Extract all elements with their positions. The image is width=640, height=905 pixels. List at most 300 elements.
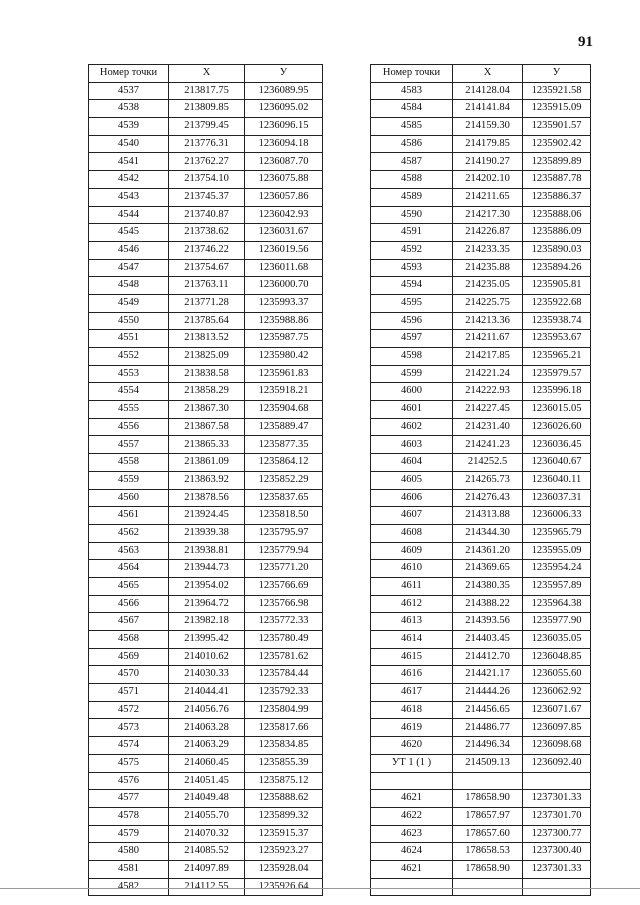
- cell-point-number: 4549: [89, 294, 169, 312]
- cell-y: 1235957.89: [523, 577, 591, 595]
- cell-x: 214313.88: [453, 507, 523, 525]
- cell-point-number: 4573: [89, 719, 169, 737]
- cell-y: 1235888.06: [523, 206, 591, 224]
- cell-y: 1237301.33: [523, 790, 591, 808]
- cell-point-number: 4552: [89, 348, 169, 366]
- cell-x: 213740.87: [169, 206, 245, 224]
- cell-y: 1235993.37: [245, 294, 323, 312]
- cell-point-number: 4580: [89, 843, 169, 861]
- page-bottom-rule: [0, 888, 640, 889]
- cell-point-number: 4600: [371, 383, 453, 401]
- table-row: [89, 878, 323, 896]
- cell-x: 214403.45: [453, 631, 523, 649]
- cell-x: 213785.64: [169, 312, 245, 330]
- cell-y: 1235964.38: [523, 595, 591, 613]
- table-row: [371, 135, 591, 153]
- table-row: [89, 471, 323, 489]
- cell-x: 214049.48: [169, 790, 245, 808]
- cell-x: 213762.27: [169, 153, 245, 171]
- cell-y: 1235961.83: [245, 365, 323, 383]
- table-row: [371, 613, 591, 631]
- table-row: [89, 330, 323, 348]
- cell-x: [453, 772, 523, 790]
- table-row: [89, 312, 323, 330]
- table-row: [89, 383, 323, 401]
- header-point-number: Номер точки: [371, 65, 453, 83]
- cell-y: 1235922.68: [523, 294, 591, 312]
- cell-point-number: 4577: [89, 790, 169, 808]
- cell-x: 178658.90: [453, 790, 523, 808]
- cell-point-number: 4590: [371, 206, 453, 224]
- cell-point-number: 4568: [89, 631, 169, 649]
- table-row: [89, 843, 323, 861]
- cell-point-number: 4608: [371, 524, 453, 542]
- table-row: [89, 418, 323, 436]
- cell-x: 214388.22: [453, 595, 523, 613]
- cell-y: 1235901.57: [523, 118, 591, 136]
- cell-point-number: 4540: [89, 135, 169, 153]
- cell-point-number: 4582: [89, 878, 169, 896]
- cell-point-number: 4617: [371, 684, 453, 702]
- cell-x: 178658.53: [453, 843, 523, 861]
- cell-y: 1235890.03: [523, 241, 591, 259]
- cell-point-number: 4566: [89, 595, 169, 613]
- cell-point-number: 4547: [89, 259, 169, 277]
- cell-x: 214217.30: [453, 206, 523, 224]
- cell-x: 214044.41: [169, 684, 245, 702]
- table-row: [371, 100, 591, 118]
- cell-y: 1235855.39: [245, 754, 323, 772]
- cell-y: 1237300.77: [523, 825, 591, 843]
- cell-point-number: 4618: [371, 701, 453, 719]
- table-row: [371, 471, 591, 489]
- table-row: [371, 772, 591, 790]
- cell-point-number: 4563: [89, 542, 169, 560]
- table-row: [89, 807, 323, 825]
- cell-x: 214456.65: [453, 701, 523, 719]
- cell-x: 214235.05: [453, 277, 523, 295]
- cell-y: 1236011.68: [245, 259, 323, 277]
- table-row: [371, 524, 591, 542]
- cell-x: 214486.77: [453, 719, 523, 737]
- cell-point-number: 4621: [371, 860, 453, 878]
- cell-point-number: 4541: [89, 153, 169, 171]
- table-row: [371, 277, 591, 295]
- table-row: [89, 648, 323, 666]
- cell-point-number: 4551: [89, 330, 169, 348]
- cell-y: 1236019.56: [245, 241, 323, 259]
- header-y: У: [523, 65, 591, 83]
- table-row: [371, 418, 591, 436]
- cell-y: 1235818.50: [245, 507, 323, 525]
- cell-y: 1236095.02: [245, 100, 323, 118]
- cell-y: 1236092.40: [523, 754, 591, 772]
- table-row: [89, 507, 323, 525]
- cell-point-number: 4595: [371, 294, 453, 312]
- table-row: [89, 259, 323, 277]
- cell-x: 214225.75: [453, 294, 523, 312]
- cell-x: [453, 878, 523, 896]
- table-row: [371, 401, 591, 419]
- cell-y: 1235779.94: [245, 542, 323, 560]
- cell-y: 1236057.86: [245, 188, 323, 206]
- cell-y: 1235817.66: [245, 719, 323, 737]
- cell-point-number: 4585: [371, 118, 453, 136]
- table-row: [371, 631, 591, 649]
- cell-point-number: 4596: [371, 312, 453, 330]
- cell-point-number: 4564: [89, 560, 169, 578]
- cell-y: 1235889.47: [245, 418, 323, 436]
- cell-x: 214070.32: [169, 825, 245, 843]
- table-row: [371, 312, 591, 330]
- cell-y: 1235887.78: [523, 171, 591, 189]
- cell-x: 214063.29: [169, 737, 245, 755]
- cell-point-number: 4597: [371, 330, 453, 348]
- cell-x: 214051.45: [169, 772, 245, 790]
- cell-point-number: 4591: [371, 224, 453, 242]
- table-row: [371, 454, 591, 472]
- cell-x: 214496.34: [453, 737, 523, 755]
- table-row: [371, 790, 591, 808]
- header-point-number: Номер точки: [89, 65, 169, 83]
- cell-y: 1236098.68: [523, 737, 591, 755]
- table-row: [371, 737, 591, 755]
- coordinates-table-right: [370, 64, 591, 896]
- cell-point-number: 4581: [89, 860, 169, 878]
- table-row: [89, 595, 323, 613]
- cell-x: 213867.58: [169, 418, 245, 436]
- cell-point-number: 4570: [89, 666, 169, 684]
- cell-y: 1235852.29: [245, 471, 323, 489]
- cell-point-number: 4583: [371, 82, 453, 100]
- cell-x: 214231.40: [453, 418, 523, 436]
- cell-y: 1235771.20: [245, 560, 323, 578]
- cell-point-number: 4598: [371, 348, 453, 366]
- cell-x: 214233.35: [453, 241, 523, 259]
- cell-y: 1235915.37: [245, 825, 323, 843]
- cell-x: 213878.56: [169, 489, 245, 507]
- cell-y: 1237301.70: [523, 807, 591, 825]
- cell-y: 1235905.81: [523, 277, 591, 295]
- cell-y: 1236026.60: [523, 418, 591, 436]
- table-row: [89, 737, 323, 755]
- cell-y: 1236055.60: [523, 666, 591, 684]
- table-row: [89, 860, 323, 878]
- table-row: [89, 631, 323, 649]
- cell-point-number: 4616: [371, 666, 453, 684]
- cell-x: 213939.38: [169, 524, 245, 542]
- cell-point-number: 4602: [371, 418, 453, 436]
- table-row: [371, 330, 591, 348]
- cell-point-number: 4621: [371, 790, 453, 808]
- cell-x: 213799.45: [169, 118, 245, 136]
- cell-point-number: 4565: [89, 577, 169, 595]
- table-row: [371, 701, 591, 719]
- table-row: [371, 542, 591, 560]
- cell-x: 213771.28: [169, 294, 245, 312]
- cell-y: 1235926.64: [245, 878, 323, 896]
- cell-point-number: 4539: [89, 118, 169, 136]
- cell-y: 1237300.40: [523, 843, 591, 861]
- table-row: [371, 719, 591, 737]
- table-row: [371, 595, 591, 613]
- table-row: [89, 100, 323, 118]
- table-row: [89, 524, 323, 542]
- cell-y: 1236089.95: [245, 82, 323, 100]
- cell-y: 1235915.09: [523, 100, 591, 118]
- cell-x: 214265.73: [453, 471, 523, 489]
- cell-x: 214213.36: [453, 312, 523, 330]
- cell-x: 214226.87: [453, 224, 523, 242]
- table-row: [371, 383, 591, 401]
- cell-y: 1235886.37: [523, 188, 591, 206]
- cell-point-number: 4594: [371, 277, 453, 295]
- cell-x: 214361.20: [453, 542, 523, 560]
- cell-y: 1235953.67: [523, 330, 591, 348]
- cell-point-number: 4612: [371, 595, 453, 613]
- cell-y: 1235837.65: [245, 489, 323, 507]
- cell-y: 1235888.62: [245, 790, 323, 808]
- table-row: [89, 171, 323, 189]
- table-row: [371, 118, 591, 136]
- cell-point-number: 4571: [89, 684, 169, 702]
- cell-x: 214159.30: [453, 118, 523, 136]
- table-row: [89, 153, 323, 171]
- cell-y: 1235980.42: [245, 348, 323, 366]
- cell-y: 1236071.67: [523, 701, 591, 719]
- cell-x: 213746.22: [169, 241, 245, 259]
- cell-x: 214202.10: [453, 171, 523, 189]
- cell-point-number: 4562: [89, 524, 169, 542]
- cell-y: [523, 878, 591, 896]
- cell-y: 1235928.04: [245, 860, 323, 878]
- cell-point-number: 4624: [371, 843, 453, 861]
- table-row: [371, 82, 591, 100]
- cell-y: 1235954.24: [523, 560, 591, 578]
- cell-y: 1235965.79: [523, 524, 591, 542]
- cell-y: 1235955.09: [523, 542, 591, 560]
- header-x: Х: [169, 65, 245, 83]
- cell-x: 214217.85: [453, 348, 523, 366]
- table-row: [371, 560, 591, 578]
- table-row: [89, 294, 323, 312]
- cell-y: 1235766.98: [245, 595, 323, 613]
- cell-x: 214276.43: [453, 489, 523, 507]
- cell-x: 214235.88: [453, 259, 523, 277]
- cell-x: 213944.73: [169, 560, 245, 578]
- cell-x: 213938.81: [169, 542, 245, 560]
- cell-point-number: 4609: [371, 542, 453, 560]
- cell-y: 1235904.68: [245, 401, 323, 419]
- table-row: [89, 560, 323, 578]
- table-row: [371, 436, 591, 454]
- cell-point-number: 4604: [371, 454, 453, 472]
- cell-point-number: 4586: [371, 135, 453, 153]
- cell-x: 214211.67: [453, 330, 523, 348]
- cell-y: 1236040.11: [523, 471, 591, 489]
- cell-point-number: [371, 772, 453, 790]
- cell-x: 214211.65: [453, 188, 523, 206]
- cell-point-number: 4579: [89, 825, 169, 843]
- cell-x: 214128.04: [453, 82, 523, 100]
- table-row: [89, 719, 323, 737]
- cell-x: 213776.31: [169, 135, 245, 153]
- cell-x: 214055.70: [169, 807, 245, 825]
- cell-y: 1236006.33: [523, 507, 591, 525]
- cell-x: 214509.13: [453, 754, 523, 772]
- cell-y: 1235834.85: [245, 737, 323, 755]
- cell-point-number: 4587: [371, 153, 453, 171]
- cell-y: 1235918.21: [245, 383, 323, 401]
- cell-point-number: 4603: [371, 436, 453, 454]
- cell-x: 214063.28: [169, 719, 245, 737]
- cell-x: 213738.62: [169, 224, 245, 242]
- cell-point-number: [371, 878, 453, 896]
- cell-point-number: 4599: [371, 365, 453, 383]
- cell-y: 1236015.05: [523, 401, 591, 419]
- table-row: [89, 135, 323, 153]
- table-row: [89, 82, 323, 100]
- cell-point-number: 4544: [89, 206, 169, 224]
- table-row: [371, 188, 591, 206]
- table-row: [89, 224, 323, 242]
- cell-point-number: 4561: [89, 507, 169, 525]
- table-row: [89, 542, 323, 560]
- table-row: [89, 436, 323, 454]
- cell-y: 1235923.27: [245, 843, 323, 861]
- cell-x: 213754.10: [169, 171, 245, 189]
- cell-point-number: 4558: [89, 454, 169, 472]
- table-row: [371, 153, 591, 171]
- cell-point-number: 4559: [89, 471, 169, 489]
- cell-x: 213858.29: [169, 383, 245, 401]
- cell-x: 213865.33: [169, 436, 245, 454]
- cell-x: 214097.89: [169, 860, 245, 878]
- cell-point-number: 4542: [89, 171, 169, 189]
- cell-point-number: 4546: [89, 241, 169, 259]
- table-row: [371, 241, 591, 259]
- cell-y: 1235784.44: [245, 666, 323, 684]
- cell-x: 214190.27: [453, 153, 523, 171]
- cell-x: 213838.58: [169, 365, 245, 383]
- coordinates-table-left: [88, 64, 323, 896]
- cell-y: 1235977.90: [523, 613, 591, 631]
- cell-y: 1236000.70: [245, 277, 323, 295]
- table-header-row: [371, 65, 591, 83]
- table-row: [89, 772, 323, 790]
- cell-point-number: 4569: [89, 648, 169, 666]
- table-row: [371, 206, 591, 224]
- cell-y: 1236036.45: [523, 436, 591, 454]
- table-row: [371, 666, 591, 684]
- cell-x: 213813.52: [169, 330, 245, 348]
- cell-x: 214010.62: [169, 648, 245, 666]
- table-row: [371, 348, 591, 366]
- table-row: [371, 577, 591, 595]
- cell-x: 214369.65: [453, 560, 523, 578]
- cell-y: 1235965.21: [523, 348, 591, 366]
- cell-x: 213861.09: [169, 454, 245, 472]
- cell-x: 214241.23: [453, 436, 523, 454]
- cell-y: 1236062.92: [523, 684, 591, 702]
- table-row: [89, 365, 323, 383]
- cell-point-number: 4578: [89, 807, 169, 825]
- table-row: [371, 807, 591, 825]
- cell-x: 213809.85: [169, 100, 245, 118]
- cell-point-number: 4614: [371, 631, 453, 649]
- cell-point-number: 4557: [89, 436, 169, 454]
- table-row: [371, 648, 591, 666]
- table-row: [371, 171, 591, 189]
- cell-y: 1236042.93: [245, 206, 323, 224]
- table-row: [89, 825, 323, 843]
- cell-y: 1236048.85: [523, 648, 591, 666]
- cell-point-number: 4537: [89, 82, 169, 100]
- table-row: [371, 878, 591, 896]
- cell-x: 213924.45: [169, 507, 245, 525]
- cell-point-number: 4611: [371, 577, 453, 595]
- cell-y: 1235979.57: [523, 365, 591, 383]
- cell-point-number: 4584: [371, 100, 453, 118]
- cell-point-number: 4605: [371, 471, 453, 489]
- cell-point-number: 4548: [89, 277, 169, 295]
- table-row: [371, 365, 591, 383]
- page-number: 91: [578, 34, 593, 50]
- cell-x: 213745.37: [169, 188, 245, 206]
- cell-x: 214221.24: [453, 365, 523, 383]
- cell-y: 1235988.86: [245, 312, 323, 330]
- cell-x: 213863.92: [169, 471, 245, 489]
- cell-x: 213867.30: [169, 401, 245, 419]
- cell-point-number: 4560: [89, 489, 169, 507]
- table-row: [89, 613, 323, 631]
- cell-point-number: 4556: [89, 418, 169, 436]
- table-row: [371, 259, 591, 277]
- cell-y: 1236075.88: [245, 171, 323, 189]
- cell-x: 214412.70: [453, 648, 523, 666]
- table-row: [371, 684, 591, 702]
- header-x: Х: [453, 65, 523, 83]
- cell-point-number: 4593: [371, 259, 453, 277]
- cell-point-number: УТ 1 (1 ): [371, 754, 453, 772]
- cell-x: 214030.33: [169, 666, 245, 684]
- cell-point-number: 4553: [89, 365, 169, 383]
- cell-x: 214344.30: [453, 524, 523, 542]
- cell-y: 1235795.97: [245, 524, 323, 542]
- cell-x: 214085.52: [169, 843, 245, 861]
- cell-x: 213995.42: [169, 631, 245, 649]
- cell-y: 1235899.32: [245, 807, 323, 825]
- cell-y: 1237301.33: [523, 860, 591, 878]
- table-row: [89, 277, 323, 295]
- table-row: [89, 241, 323, 259]
- cell-x: 178657.97: [453, 807, 523, 825]
- cell-point-number: 4572: [89, 701, 169, 719]
- table-row: [371, 224, 591, 242]
- cell-point-number: 4620: [371, 737, 453, 755]
- cell-y: 1235894.26: [523, 259, 591, 277]
- table-row: [371, 754, 591, 772]
- cell-y: 1235886.09: [523, 224, 591, 242]
- cell-y: [523, 772, 591, 790]
- cell-y: 1235772.33: [245, 613, 323, 631]
- cell-x: 178658.90: [453, 860, 523, 878]
- cell-y: 1235899.89: [523, 153, 591, 171]
- cell-point-number: 4576: [89, 772, 169, 790]
- cell-x: 214380.35: [453, 577, 523, 595]
- cell-x: 213954.02: [169, 577, 245, 595]
- table-row: [89, 489, 323, 507]
